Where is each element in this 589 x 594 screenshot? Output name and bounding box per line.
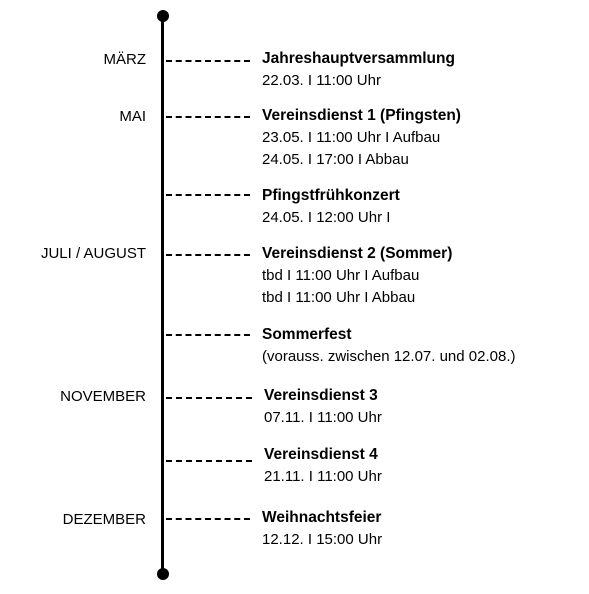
event-detail: 22.03. I 11:00 Uhr [262,72,381,89]
event-vereinsdienst-2 [262,243,452,309]
event-title: Weihnachtsfeier [262,509,382,526]
event-detail: tbd I 11:00 Uhr I Abbau [262,289,416,306]
month-label-mai: MAI [119,108,146,125]
timeline-start-dot [157,10,169,22]
event-weihnachtsfeier [262,507,382,551]
event-title: Pfingstfrühkonzert [262,187,400,204]
event-title: Vereinsdienst 3 [264,387,378,404]
event-vereinsdienst-4 [264,444,382,488]
event-detail: 07.11. I 11:00 Uhr [264,409,382,426]
month-label-maerz: MÄRZ [103,51,146,68]
event-title: Vereinsdienst 1 (Pfingsten) [262,107,461,124]
event-jahreshauptversammlung [262,48,455,92]
event-connector [166,518,250,520]
event-detail: 24.05. I 17:00 I Abbau [262,151,409,168]
timeline-axis-line [161,16,164,574]
event-sommerfest [262,324,515,368]
month-label-dezember: DEZEMBER [62,511,146,528]
event-title: Sommerfest [262,326,352,343]
event-title: Jahreshauptversammlung [262,50,455,67]
event-detail: 12.12. I 15:00 Uhr [262,531,383,548]
event-pfingstfruehkonzert [262,185,400,229]
event-detail: (vorauss. zwischen 12.07. und 02.08.) [262,348,516,365]
event-detail: tbd I 11:00 Uhr I Aufbau [262,267,420,284]
event-title: Vereinsdienst 2 (Sommer) [262,245,453,262]
event-connector [166,194,250,196]
event-vereinsdienst-1 [262,105,461,171]
event-detail: 23.05. I 11:00 Uhr I Aufbau [262,129,441,146]
event-connector [166,334,250,336]
event-vereinsdienst-3 [264,385,382,429]
month-label-juli-august: JULI / AUGUST [40,245,146,262]
month-label-november: NOVEMBER [60,388,146,405]
event-title: Vereinsdienst 4 [264,446,378,463]
event-connector [166,116,250,118]
event-detail: 21.11. I 11:00 Uhr [264,468,382,485]
event-connector [166,60,250,62]
event-connector [166,397,252,399]
event-connector [166,460,252,462]
event-detail: 24.05. I 12:00 Uhr I [262,209,391,226]
event-connector [166,254,250,256]
timeline-end-dot [157,568,169,580]
